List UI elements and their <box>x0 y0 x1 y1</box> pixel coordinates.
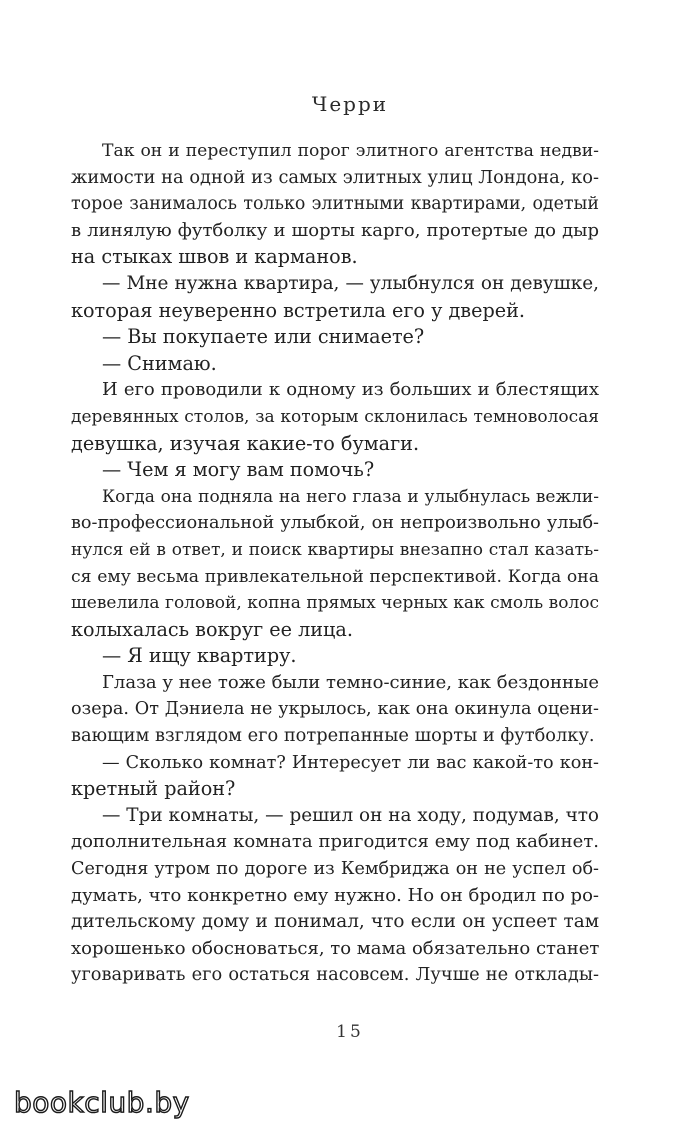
text-line: Когда она подняла на него глаза и улыбнулась вежли- <box>102 486 599 507</box>
text-line: — Вы покупаете или снимаете? <box>102 325 425 349</box>
text-line: деревянных столов, за которым склонилась темноволосая <box>71 406 599 427</box>
text-line: — Чем я могу вам помочь? <box>102 458 375 482</box>
text-line: во-профессиональной улыбкой, он непроизвольно улыб- <box>71 513 599 534</box>
text-line: дополнительная комната пригодится ему под кабинет. <box>71 831 599 853</box>
watermark-logo: bookclub.by <box>14 1086 190 1119</box>
text-line: Сегодня утром по дороге из Кембриджа он не успел об- <box>71 859 599 880</box>
text-line: — Три комнаты, — решил он на ходу, подумав, что <box>102 804 599 826</box>
text-line: девушка, изучая какие-то бумаги. <box>71 431 420 455</box>
page-number: 15 <box>336 1022 364 1042</box>
text-line: Так он и переступил порог элитного агентства недви- <box>102 141 599 161</box>
text-line: колыхалась вокруг ее лица. <box>71 617 353 641</box>
body-text <box>71 138 599 989</box>
text-line: которая неуверенно встретила его у дверей. <box>71 298 525 322</box>
text-line: — Мне нужна квартира, — улыбнулся он девушке, <box>102 272 599 294</box>
text-line: нулся ей в ответ, и поиск квартиры внезапно стал казать- <box>71 539 599 560</box>
text-line: в линялую футболку и шорты карго, протертые до дыр <box>71 219 599 241</box>
text-line: шевелила головой, копна прямых черных как смоль волос <box>71 593 599 614</box>
text-line: Глаза у нее тоже были темно-синие, как бездонные <box>102 671 599 693</box>
text-line: — Я ищу квартиру. <box>102 644 297 668</box>
text-line: торое занималось только элитными квартирами, одетый <box>71 194 599 215</box>
text-line: думать, что конкретно ему нужно. Но он бродил по ро- <box>71 884 599 906</box>
text-line: уговаривать его остаться насовсем. Лучше не отклады- <box>71 964 599 986</box>
text-line: вающим взглядом его потрепанные шорты и футболку. <box>71 725 595 747</box>
text-line: на стыках швов и карманов. <box>71 245 358 269</box>
text-line: жимости на одной из самых элитных улиц Лондона, ко- <box>71 166 599 188</box>
text-line: — Снимаю. <box>102 351 217 375</box>
text-line: озера. От Дэниела не укрылось, как она окинула оцени- <box>71 699 599 720</box>
text-line: хорошенько обосноваться, то мама обязательно станет <box>71 937 599 959</box>
text-line: — Сколько комнат? Интересует ли вас какой-то кон- <box>102 752 599 773</box>
text-line: И его проводили к одному из больших и блестящих <box>102 379 599 401</box>
text-line: дительскому дому и понимал, что если он успеет там <box>71 911 599 933</box>
running-head: Черри <box>311 92 389 116</box>
text-line: ся ему весьма привлекательной перспективой. Когда она <box>71 566 599 587</box>
text-line: кретный район? <box>71 777 236 801</box>
